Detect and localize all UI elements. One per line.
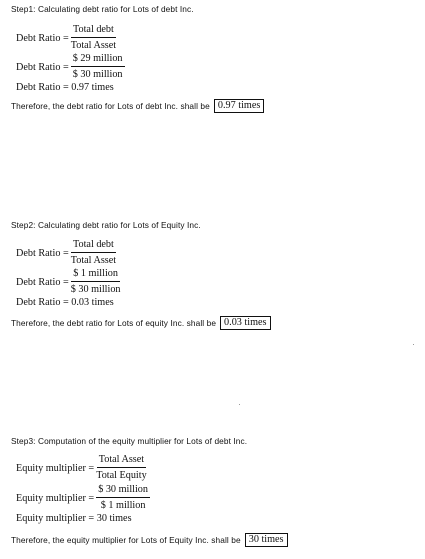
step2-substitution-numerator: $ 1 million bbox=[71, 268, 120, 282]
step1-substitution-fraction bbox=[71, 53, 125, 81]
step2-formula bbox=[16, 239, 116, 267]
step1-conclusion-line bbox=[11, 99, 264, 113]
step1-formula-fraction bbox=[71, 24, 116, 52]
step1-substitution-numerator: $ 29 million bbox=[71, 53, 125, 67]
speck bbox=[413, 344, 414, 345]
step2-formula-denominator: Total Asset bbox=[70, 255, 117, 266]
step2-substitution-fraction bbox=[71, 268, 121, 296]
step1-formula bbox=[16, 24, 116, 52]
step2-conclusion-line bbox=[11, 316, 271, 330]
step2-answer-box: 0.03 times bbox=[220, 316, 270, 330]
speck bbox=[239, 404, 240, 405]
step1-conclusion: Therefore, the debt ratio for Lots of debt Inc. shall be bbox=[11, 101, 210, 111]
step3-heading: Step3: Computation of the equity multiplier for Lots of debt Inc. bbox=[11, 436, 248, 446]
step2-substitution-denominator: $ 30 million bbox=[70, 284, 121, 295]
step3-substitution-numerator: $ 30 million bbox=[96, 484, 150, 498]
step1-formula-lhs: Debt Ratio = bbox=[16, 32, 69, 44]
step1-answer-box: 0.97 times bbox=[214, 99, 264, 113]
step3-substitution bbox=[16, 484, 150, 512]
step1-formula-numerator: Total debt bbox=[71, 24, 116, 38]
step3-formula bbox=[16, 454, 147, 482]
step1-result: Debt Ratio = 0.97 times bbox=[16, 82, 114, 93]
step3-formula-fraction bbox=[96, 454, 147, 482]
step3-conclusion: Therefore, the equity multiplier for Lots of Equity Inc. shall be bbox=[11, 535, 241, 545]
step2-formula-numerator: Total debt bbox=[71, 239, 116, 253]
step3-substitution-denominator: $ 1 million bbox=[100, 500, 146, 511]
step2-substitution bbox=[16, 268, 121, 296]
step2-conclusion: Therefore, the debt ratio for Lots of equity Inc. shall be bbox=[11, 318, 217, 328]
step3-substitution-fraction bbox=[96, 484, 150, 512]
step2-substitution-lhs: Debt Ratio = bbox=[16, 276, 69, 288]
step3-answer-box: 30 times bbox=[245, 533, 288, 547]
step1-substitution bbox=[16, 53, 125, 81]
step1-substitution-denominator: $ 30 million bbox=[72, 69, 123, 80]
step1-substitution-lhs: Debt Ratio = bbox=[16, 61, 69, 73]
step3-formula-numerator: Total Asset bbox=[97, 454, 146, 468]
step3-substitution-lhs: Equity multiplier = bbox=[16, 492, 95, 504]
step2-formula-lhs: Debt Ratio = bbox=[16, 247, 69, 259]
step3-conclusion-line bbox=[11, 533, 288, 547]
step2-formula-fraction bbox=[71, 239, 116, 267]
step3-result: Equity multiplier = 30 times bbox=[16, 513, 132, 524]
step2-heading: Step2: Calculating debt ratio for Lots of Equity Inc. bbox=[11, 220, 201, 230]
step3-formula-lhs: Equity multiplier = bbox=[16, 462, 95, 474]
step3-formula-denominator: Total Equity bbox=[96, 470, 147, 481]
step2-result: Debt Ratio = 0.03 times bbox=[16, 297, 114, 308]
step1-heading: Step1: Calculating debt ratio for Lots of debt Inc. bbox=[11, 4, 194, 14]
step1-formula-denominator: Total Asset bbox=[70, 40, 117, 51]
